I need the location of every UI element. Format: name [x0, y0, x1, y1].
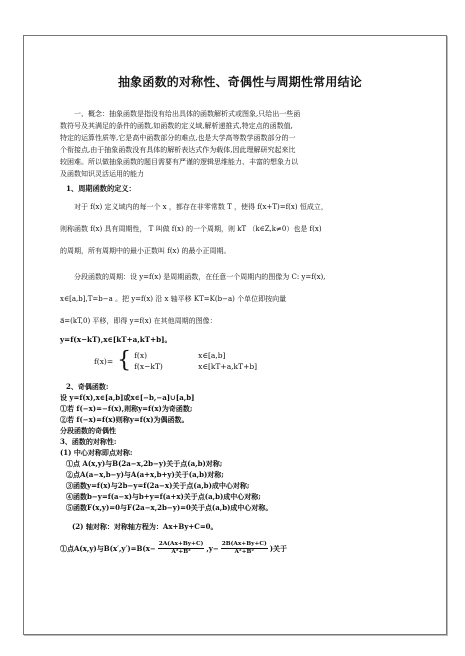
section2-heading: 2、奇偶函数: [66, 382, 109, 391]
segment-line: a⃗=(kT,0) 平移，即得 y=f(x) 在其他周期的图像： [60, 317, 217, 325]
piecewise-rows [134, 351, 257, 371]
brace-symbol: { [117, 348, 132, 373]
reflection-mid: ,y− [206, 544, 219, 553]
intro-paragraph [60, 108, 420, 180]
piecewise-cond: x∈[a,b] [198, 351, 226, 360]
piecewise-formula [94, 348, 420, 373]
piecewise-row [134, 351, 257, 360]
fraction-1-denominator: A²+B² [171, 549, 191, 555]
reflection-end: )关于 [269, 543, 288, 553]
fraction-2-numerator: 2B(Ax+By+C) [221, 541, 267, 547]
section3-heading: 3、函数的对称性: [60, 437, 117, 446]
page-title: 抽象函数的对称性、奇偶性与周期性常用结论 [117, 75, 362, 89]
section2 [60, 381, 420, 513]
section3-item: ⑤函数F(x,y)=0与F(2a−x,2b−y)=0关于点(a,b)成中心对称。 [66, 503, 273, 512]
section1-heading: 1、周期函数的定义： [66, 184, 136, 193]
segment-line: x∈[a,b],T=b−a 。把 y=f(x) 沿 x 轴平移 KT=K(b−a) 个单位即按向量 [60, 295, 287, 303]
segment-line: 分段函数的周期：设 y=f(x) 是周期函数，在任意一个周期内的图像为 C: y=f(x), [74, 273, 326, 281]
reflection-start: ①点A(x,y)与B(x′,y′)=B(x− [60, 543, 156, 553]
fraction-2-denominator: A²+B² [234, 549, 254, 555]
section1-line: 对于 f(x) 定义域内的每一个 x ，都存在非零常数 T ，使得 f(x+T)=f(x) 恒成立， [74, 203, 328, 211]
document-content [60, 73, 420, 556]
piecewise-lhs: f(x)= [94, 356, 114, 366]
section3-subheading: (1) 中心对称即点对称: [60, 448, 133, 457]
piecewise-expr: f(x−kT) [134, 362, 163, 371]
axis-symmetry-line: (2) 轴对称：对称轴方程为：Ax+By+C=0。 [72, 522, 218, 531]
fraction-2 [221, 541, 268, 556]
intro-line: 及函数知识灵活运用的能力 [60, 170, 144, 178]
intro-line: 数符号及其满足的条件的函数,如函数的定义域,解析递推式,特定点的函数值, [60, 122, 293, 130]
section1-line: 的周期，所有周期中的最小正数叫 f(x) 的最小正周期。 [60, 247, 231, 255]
piecewise-expr: f(x) [134, 351, 148, 360]
section3-item: ③函数y=f(x)与2b−y=f(2a−x)关于点(a,b)成中心对称; [66, 481, 250, 490]
intro-line: 较困难。所以做抽象函数的题目需要有严谨的逻辑思维能力、丰富的想象力以 [60, 158, 298, 166]
intro-line: 特定的运算性质等,它是高中函数部分的难点,也是大学高等数学函数部分的一 [60, 134, 296, 142]
segment-parity-label: 分段函数的奇偶性 [60, 426, 116, 435]
intro-line: 一、概念：抽象函数是指没有给出具体的函数解析式或图象,只给出一些函 [74, 110, 301, 118]
fraction-1-numerator: 2A(Ax+By+C) [158, 541, 204, 547]
reflection-formula [60, 541, 420, 556]
document-page [23, 35, 447, 635]
fraction-1 [158, 541, 205, 556]
section2-line: ①若 f(−x)=−f(x),则称y=f(x)为奇函数; [60, 404, 193, 413]
intro-line: 个衔接点,由于抽象函数没有具体的解析表达式作为载体,因此理解研究起来比 [60, 146, 296, 154]
section3-item: ④函数b−y=f(a−x)与b+y=f(a+x)关于点(a,b)成中心对称; [66, 492, 261, 501]
piecewise-cond: x∈[kT+a,kT+b] [198, 362, 258, 371]
piecewise-row [134, 362, 257, 371]
section1-line: 则称函数 f(x) 具有周期性， T 叫做 f(x) 的一个周期，则 kT （k∈Z,k≠0）也是 f(x) [60, 225, 322, 233]
section2-line: 设 y=f(x),x∈[a,b]或x∈[−b,−a]∪[a,b] [60, 393, 195, 402]
section3-item: ①点 A(x,y)与B(2a−x,2b−y)关于点(a,b)对称; [66, 459, 223, 468]
segment-formula: y=f(x−kT),x∈[kT+a,kT+b]。 [60, 335, 172, 344]
section3-item: ②点A(a−x,b−y)与A(a+x,b+y)关于(a,b)对称; [66, 470, 224, 479]
section2-line: ②若 f(−x)=f(x)则称y=f(x)为偶函数。 [60, 415, 189, 424]
